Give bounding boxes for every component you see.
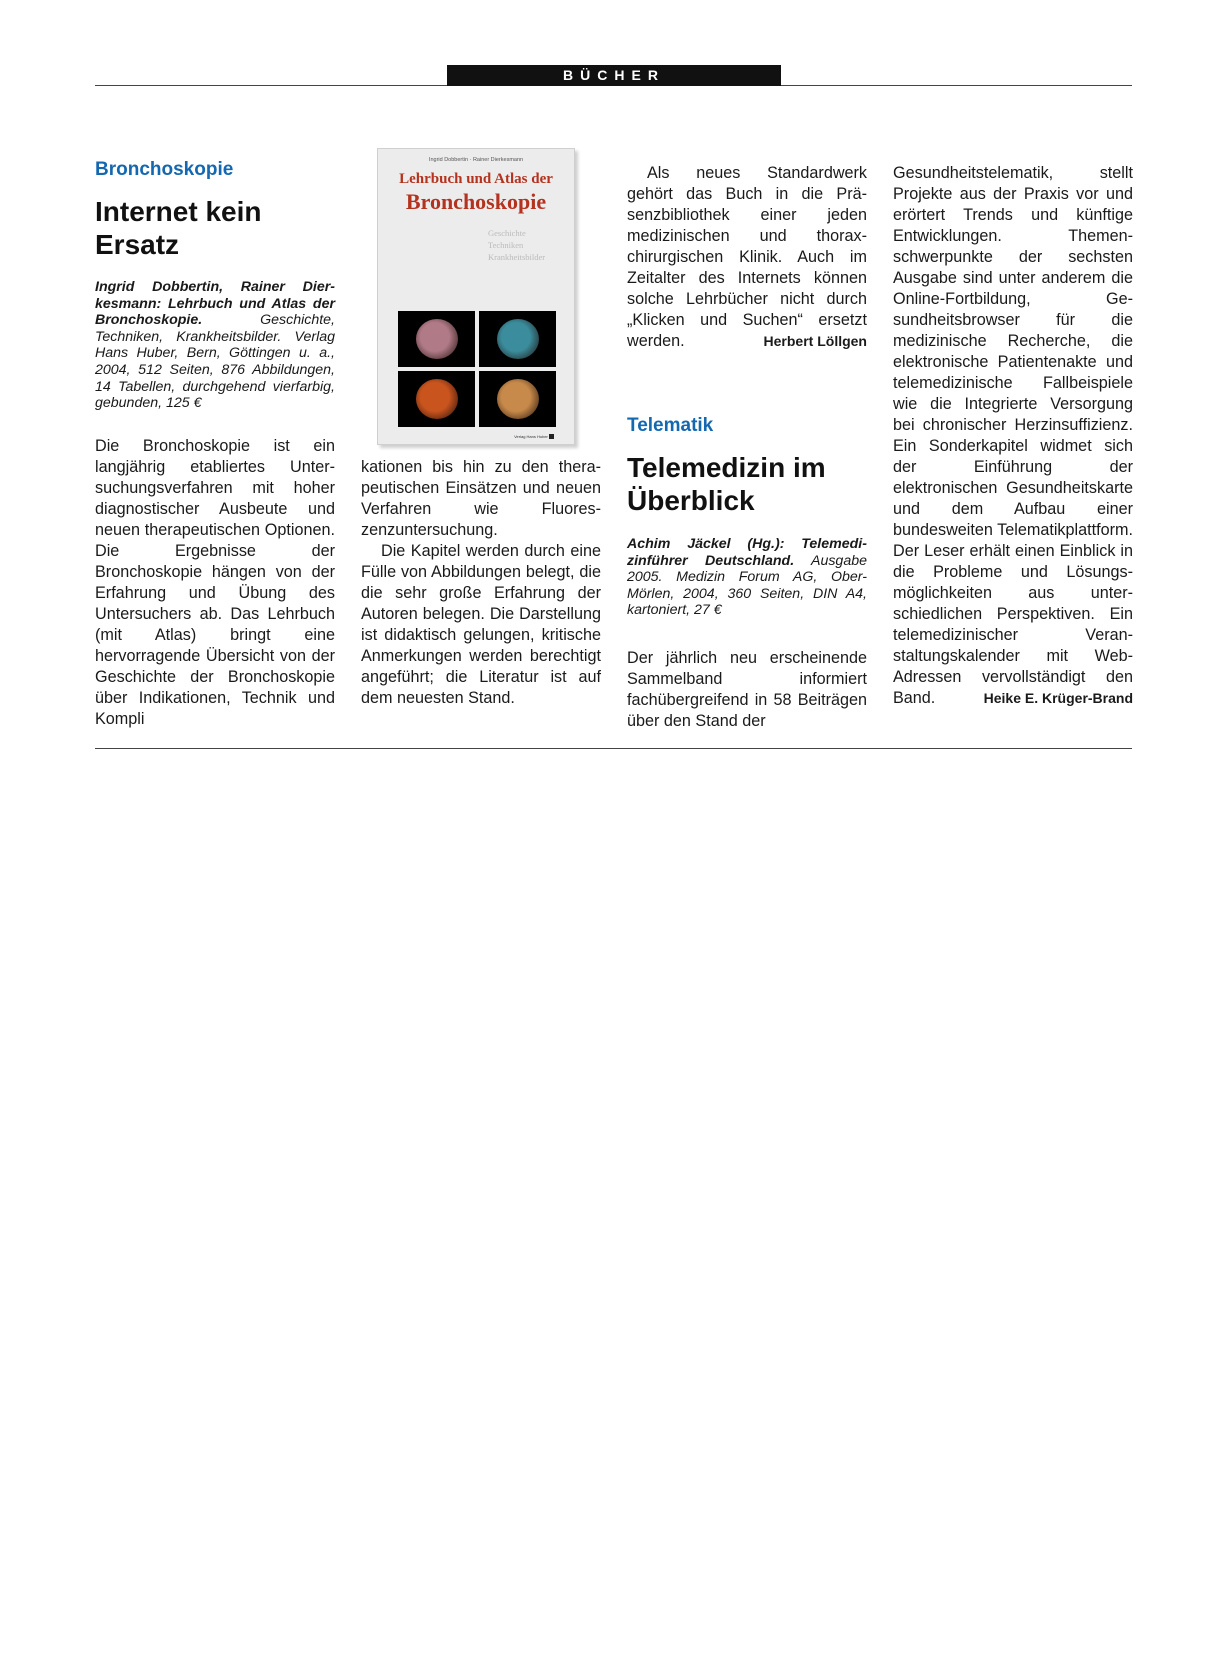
article2-author: Heike E. Krüger-Brand	[983, 690, 1133, 706]
article2-kicker: Telematik	[627, 415, 714, 436]
article2-bib-title: Achim Jäckel (Hg.): Telemedizinführer Deutschland.	[627, 536, 867, 569]
article1-col2-paragraph2: Die Kapitel werden durch eine Fülle von Abbildungen belegt, die die sehr große Erfahrung der Autoren belegen. Die Darstellung ist didaktisch gelungen, kritische Anmerkungen werden berechtigt angeführt; die Literatur ist auf dem neuesten Stand.	[361, 542, 601, 707]
cover-image-grid	[398, 311, 556, 427]
cover-endoscopy-image-1	[398, 311, 475, 367]
article1-headline	[95, 195, 335, 261]
book-cover	[377, 148, 575, 445]
article1-col3-text	[627, 163, 867, 352]
article2-col3-paragraph: Der jährlich neu erscheinende Sammelband informiert fachübergreifend in 58 Beiträgen über den Stand der	[627, 649, 867, 730]
article1-kicker: Bronchoskopie	[95, 159, 234, 180]
cover-authors: Ingrid Dobbertin · Rainer Dierkesmann	[428, 157, 524, 163]
cover-publisher-logo	[514, 434, 554, 439]
article1-col3-body: Als neues Standardwerk gehört das Buch in die Präsenzbibliothek einer jeden medizinischen und thoraxchirurgischen Klinik. Auch im Zeitalter des Internets können solche Lehrbücher nicht durch „Klicken und Suchen“ ersetzt werden.	[627, 164, 867, 350]
article2-col3-text	[627, 648, 867, 732]
cover-title-line1: Lehrbuch und Atlas der	[399, 171, 553, 187]
article2-col4-text	[893, 163, 1133, 709]
cover-subtitle-1: Geschichte	[488, 228, 526, 238]
cover-subtitle-2: Techniken	[488, 240, 524, 250]
article2-bib-details: Ausgabe 2005. Medizin Forum AG, Ober-Mörlen, 2004, 360 Seiten, DIN A4, kartoniert, 27 €	[627, 552, 867, 619]
article1-bib-details: Geschichte, Techniken, Krankheitsbilder. Verlag Hans Huber, Bern, Göttingen u. a., 2004, 512 Seiten, 876 Abbildungen, 14 Tabellen, durchgehend vierfarbig, gebunden, 125 €	[95, 312, 335, 412]
cover-endoscopy-image-4	[479, 371, 556, 427]
cover-subtitle-3: Krankheitsbilder	[488, 252, 546, 262]
cover-title-line2: Bronchoskopie	[405, 189, 547, 214]
article1-col2-text	[361, 457, 601, 709]
article1-col3-paragraph	[627, 163, 867, 352]
article1-bib-title: Ingrid Dobbertin, Rainer Dierkesmann: Lehrbuch und Atlas der Bronchoskopie.	[95, 279, 335, 329]
article2-col4-paragraph	[893, 163, 1133, 709]
article1-col1-paragraph: Die Bronchoskopie ist ein langjährig etabliertes Untersuchungsverfahren mit hoher diagnostischer Ausbeute und neuen therapeutischen Optionen. Die Ergebnisse der Bronchoskopie hängen von der Erfahrung und Übung des Untersuchers ab. Das Lehrbuch (mit Atlas) bringt eine hervorragende Übersicht von der Geschichte der Bronchoskopie über Indikationen, Technik und Kompli	[95, 437, 335, 728]
article2-col4-body: Gesundheitstelematik, stellt Projekte aus der Praxis vor und erörtert Trends und künftige Entwicklungen. Themenschwerpunkte der sechsten Ausgabe sind unter anderem die Online-Fortbildung, Gesundheitsbrowser für die medizinische Recherche, die elektronische Patientenakte und telemedizinische Fallbeispiele wie die Integrierte Versorgung bei chronischer Herzinsuffizienz. Ein Sonderkapitel widmet sich der Einführung der elektronischen Gesundheitskarte und dem Aufbau einer bundesweiten Telematikplattform. Der Leser erhält einen Einblick in die Probleme und Lösungsmöglichkeiten aus unterschiedlichen Perspektiven. Ein telemedizinischer Veranstaltungskalender mit Web-Adressen vervollständigt den Band.	[893, 164, 1133, 707]
publisher-logo-icon	[549, 434, 554, 439]
footer-rule	[95, 748, 1132, 749]
cover-subtitle	[488, 227, 545, 263]
article1-bibliography	[95, 279, 335, 412]
article2-headline	[627, 451, 867, 517]
cover-publisher: Verlag Hans Huber	[514, 433, 548, 439]
article1-author: Herbert Löllgen	[763, 333, 867, 349]
article1-col1-text	[95, 436, 335, 730]
cover-endoscopy-image-2	[479, 311, 556, 367]
article1-col2-paragraph1: kationen bis hin zu den therapeutischen Einsätzen und neuen Verfahren wie Fluoreszenzuntersuchung.	[361, 458, 601, 539]
article1-headline-line2: Ersatz	[95, 229, 180, 260]
cover-endoscopy-image-3	[398, 371, 475, 427]
article2-bibliography	[627, 536, 867, 619]
section-label: BÜCHER	[447, 65, 781, 86]
article2-headline-line2: Überblick	[627, 485, 755, 516]
article2-headline-line1: Telemedizin im	[627, 452, 826, 483]
article1-headline-line1: Internet kein	[95, 196, 262, 227]
